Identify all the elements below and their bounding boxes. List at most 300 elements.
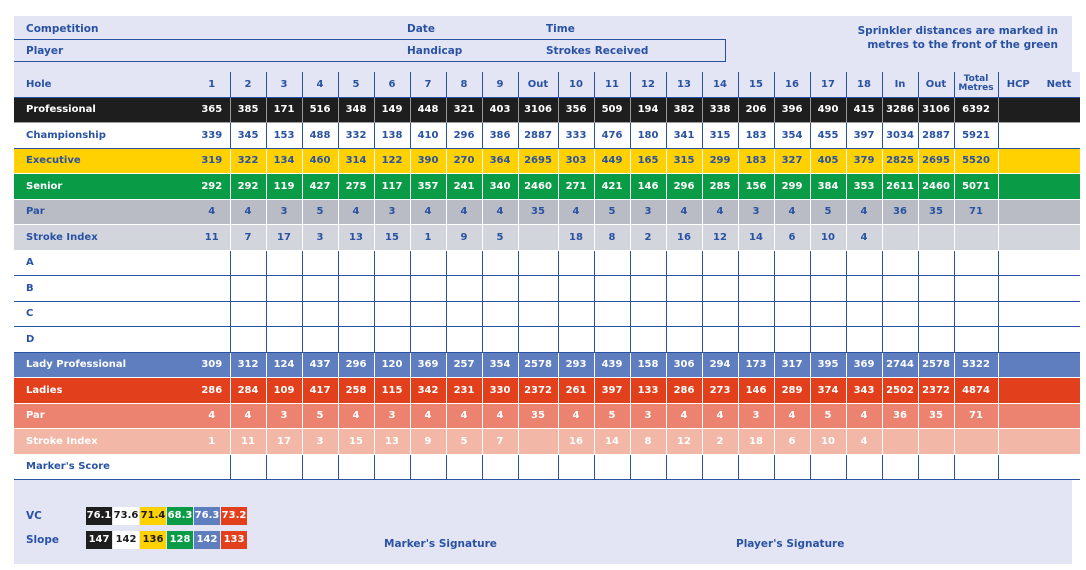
hole-value: 4 <box>230 403 266 429</box>
nett-cell <box>1038 148 1080 174</box>
total-header-line1: Total <box>963 74 989 85</box>
hole-value: 427 <box>302 174 338 200</box>
hole-value: 3 <box>302 429 338 455</box>
hole-number: 5 <box>338 72 374 97</box>
score-cell[interactable] <box>266 454 302 480</box>
hole-value: 271 <box>558 174 594 200</box>
hole-header: Hole <box>14 72 194 97</box>
score-cell[interactable] <box>810 454 846 480</box>
score-cell[interactable] <box>230 327 266 353</box>
score-cell[interactable] <box>446 327 482 353</box>
hole-value: 8 <box>630 429 666 455</box>
score-cell[interactable] <box>738 327 774 353</box>
score-cell[interactable] <box>302 301 338 327</box>
row-label: Stroke Index <box>14 429 194 455</box>
hole-value: 257 <box>446 352 482 378</box>
hole-value: 115 <box>374 378 410 404</box>
hole-value: 374 <box>810 378 846 404</box>
hole-value: 405 <box>810 148 846 174</box>
hole-value: 17 <box>266 429 302 455</box>
nett-cell <box>1038 378 1080 404</box>
score-cell[interactable] <box>230 276 266 302</box>
hcp-cell <box>998 199 1038 225</box>
hcp-cell <box>998 429 1038 455</box>
score-cell[interactable] <box>882 276 918 302</box>
nett-header: Nett <box>1038 72 1080 97</box>
score-cell[interactable] <box>482 327 518 353</box>
hcp-cell <box>998 97 1038 123</box>
out-total <box>518 429 558 455</box>
score-cell[interactable] <box>630 301 666 327</box>
hole-value: 9 <box>410 429 446 455</box>
score-cell[interactable] <box>266 276 302 302</box>
score-cell[interactable] <box>266 250 302 276</box>
nett-cell[interactable] <box>1038 250 1080 276</box>
hole-value: 258 <box>338 378 374 404</box>
nett-cell <box>1038 174 1080 200</box>
score-cell[interactable] <box>446 276 482 302</box>
score-cell[interactable] <box>594 250 630 276</box>
grand-total: 71 <box>954 403 998 429</box>
row-label: C <box>14 301 194 327</box>
hole-value: 117 <box>374 174 410 200</box>
hole-value: 293 <box>558 352 594 378</box>
score-cell[interactable] <box>702 327 738 353</box>
hole-value: 460 <box>302 148 338 174</box>
score-cell[interactable] <box>338 454 374 480</box>
score-cell[interactable] <box>518 454 558 480</box>
score-cell[interactable] <box>518 327 558 353</box>
hole-value: 10 <box>810 429 846 455</box>
hole-value: 289 <box>774 378 810 404</box>
score-cell[interactable] <box>666 327 702 353</box>
in-header: In <box>882 72 918 97</box>
hole-value: 312 <box>230 352 266 378</box>
score-cell[interactable] <box>558 454 594 480</box>
score-cell[interactable] <box>410 301 446 327</box>
row-c <box>14 301 1080 327</box>
score-cell[interactable] <box>410 276 446 302</box>
score-cell[interactable] <box>666 454 702 480</box>
nett-cell[interactable] <box>1038 454 1080 480</box>
score-cell[interactable] <box>482 454 518 480</box>
hcp-header: HCP <box>998 72 1038 97</box>
hole-value: 2 <box>630 225 666 251</box>
score-cell[interactable] <box>918 250 954 276</box>
score-cell[interactable] <box>630 250 666 276</box>
score-cell[interactable] <box>738 454 774 480</box>
hole-value: 403 <box>482 97 518 123</box>
hole-value: 194 <box>630 97 666 123</box>
score-cell[interactable] <box>266 327 302 353</box>
hole-value: 4 <box>846 403 882 429</box>
hole-value: 1 <box>194 429 230 455</box>
hole-value: 292 <box>194 174 230 200</box>
score-cell[interactable] <box>194 301 230 327</box>
score-cell[interactable] <box>194 327 230 353</box>
hole-value: 4 <box>666 199 702 225</box>
hole-number: 8 <box>446 72 482 97</box>
score-cell[interactable] <box>810 301 846 327</box>
hole-value: 354 <box>774 123 810 149</box>
hole-value: 273 <box>702 378 738 404</box>
row-championship <box>14 123 1080 149</box>
score-cell[interactable] <box>594 454 630 480</box>
score-cell[interactable] <box>482 250 518 276</box>
hole-value: 296 <box>446 123 482 149</box>
hole-value: 382 <box>666 97 702 123</box>
hole-value: 285 <box>702 174 738 200</box>
header-rule <box>14 39 726 40</box>
hole-value: 119 <box>266 174 302 200</box>
hole-value: 153 <box>266 123 302 149</box>
time-label: Time <box>546 23 575 35</box>
ratings-and-signatures <box>14 501 1072 564</box>
hcp-cell <box>998 225 1038 251</box>
hole-number: 11 <box>594 72 630 97</box>
row-d <box>14 327 1080 353</box>
row-executive <box>14 148 1080 174</box>
hole-value: 146 <box>630 174 666 200</box>
score-cell[interactable] <box>774 301 810 327</box>
score-cell[interactable] <box>954 250 998 276</box>
nett-cell[interactable] <box>1038 327 1080 353</box>
score-cell[interactable] <box>918 327 954 353</box>
score-cell[interactable] <box>558 327 594 353</box>
hole-value: 342 <box>410 378 446 404</box>
hole-value: 353 <box>846 174 882 200</box>
hole-value: 11 <box>230 429 266 455</box>
score-cell[interactable] <box>266 301 302 327</box>
score-cell[interactable] <box>410 454 446 480</box>
score-cell[interactable] <box>630 454 666 480</box>
score-cell[interactable] <box>594 276 630 302</box>
score-cell[interactable] <box>446 250 482 276</box>
hole-value: 6 <box>774 429 810 455</box>
hole-value: 158 <box>630 352 666 378</box>
hole-value: 183 <box>738 148 774 174</box>
score-cell[interactable] <box>558 276 594 302</box>
hole-value: 4 <box>194 403 230 429</box>
score-cell[interactable] <box>302 250 338 276</box>
hole-value: 356 <box>558 97 594 123</box>
vc-rating-box: 76.3 <box>194 507 220 525</box>
score-cell[interactable] <box>558 301 594 327</box>
nett-cell[interactable] <box>1038 301 1080 327</box>
hole-value: 364 <box>482 148 518 174</box>
hole-value: 5 <box>594 403 630 429</box>
score-cell[interactable] <box>702 250 738 276</box>
score-cell[interactable] <box>302 454 338 480</box>
row-hole <box>14 72 1080 97</box>
score-cell[interactable] <box>482 276 518 302</box>
score-cell[interactable] <box>846 454 882 480</box>
hole-value: 4 <box>558 403 594 429</box>
score-cell[interactable] <box>446 454 482 480</box>
score-cell[interactable] <box>482 301 518 327</box>
grand-total: 5520 <box>954 148 998 174</box>
hcp-cell[interactable] <box>998 250 1038 276</box>
hole-value: 4 <box>446 403 482 429</box>
score-cell[interactable] <box>338 327 374 353</box>
row-par <box>14 199 1080 225</box>
row-label: Stroke Index <box>14 225 194 251</box>
hole-value: 488 <box>302 123 338 149</box>
score-cell[interactable] <box>810 327 846 353</box>
handicap-label: Handicap <box>407 45 463 57</box>
hole-value: 173 <box>738 352 774 378</box>
out-total: 2460 <box>918 174 954 200</box>
row-ladies <box>14 378 1080 404</box>
in-total: 2611 <box>882 174 918 200</box>
hole-value: 369 <box>410 352 446 378</box>
score-cell[interactable] <box>774 454 810 480</box>
hole-value: 448 <box>410 97 446 123</box>
hole-value: 16 <box>666 225 702 251</box>
hole-value: 2 <box>702 429 738 455</box>
nett-cell <box>1038 225 1080 251</box>
out-total: 3106 <box>918 97 954 123</box>
score-cell[interactable] <box>338 250 374 276</box>
score-cell[interactable] <box>882 327 918 353</box>
score-cell[interactable] <box>302 276 338 302</box>
hole-number: 12 <box>630 72 666 97</box>
hole-value: 3 <box>266 199 302 225</box>
grand-total: 5322 <box>954 352 998 378</box>
score-cell[interactable] <box>374 276 410 302</box>
score-cell[interactable] <box>558 250 594 276</box>
score-cell[interactable] <box>918 276 954 302</box>
hole-value: 296 <box>338 352 374 378</box>
score-cell[interactable] <box>954 327 998 353</box>
score-cell[interactable] <box>518 250 558 276</box>
out-total <box>918 429 954 455</box>
strokes-received-label: Strokes Received <box>546 45 649 57</box>
hole-value: 5 <box>482 225 518 251</box>
score-cell[interactable] <box>446 301 482 327</box>
hole-number: 10 <box>558 72 594 97</box>
vc-rating-box: 68.3 <box>167 507 193 525</box>
hole-value: 4 <box>230 199 266 225</box>
score-cell[interactable] <box>410 327 446 353</box>
hole-value: 146 <box>738 378 774 404</box>
hole-value: 270 <box>446 148 482 174</box>
hole-value: 5 <box>302 403 338 429</box>
hole-value: 206 <box>738 97 774 123</box>
out-total: 2695 <box>518 148 558 174</box>
hole-value: 321 <box>446 97 482 123</box>
score-cell[interactable] <box>594 301 630 327</box>
hole-value: 397 <box>846 123 882 149</box>
vc-rating-box: 73.6 <box>113 507 139 525</box>
out-total: 35 <box>518 403 558 429</box>
hole-value: 4 <box>446 199 482 225</box>
score-cell[interactable] <box>702 454 738 480</box>
hole-value: 134 <box>266 148 302 174</box>
in-total: 3034 <box>882 123 918 149</box>
hole-value: 296 <box>666 174 702 200</box>
hole-number: 7 <box>410 72 446 97</box>
in-total: 2825 <box>882 148 918 174</box>
hole-value: 309 <box>194 352 230 378</box>
hole-value: 3 <box>738 199 774 225</box>
score-cell[interactable] <box>810 250 846 276</box>
hole-value: 365 <box>194 97 230 123</box>
score-cell[interactable] <box>374 250 410 276</box>
hole-value: 338 <box>702 97 738 123</box>
row-label: Ladies <box>14 378 194 404</box>
hole-value: 1 <box>410 225 446 251</box>
score-cell[interactable] <box>882 301 918 327</box>
players-signature-label: Player's Signature <box>736 538 845 550</box>
score-cell[interactable] <box>374 454 410 480</box>
hcp-cell[interactable] <box>998 276 1038 302</box>
score-cell[interactable] <box>846 276 882 302</box>
out-total: 2460 <box>518 174 558 200</box>
score-cell[interactable] <box>338 276 374 302</box>
hcp-cell[interactable] <box>998 454 1038 480</box>
nett-cell <box>1038 123 1080 149</box>
score-cell[interactable] <box>410 250 446 276</box>
score-cell[interactable] <box>774 250 810 276</box>
score-cell[interactable] <box>738 301 774 327</box>
hcp-cell <box>998 123 1038 149</box>
hole-value: 319 <box>194 148 230 174</box>
hole-value: 314 <box>338 148 374 174</box>
score-cell[interactable] <box>774 276 810 302</box>
vc-rating-box: 76.1 <box>86 507 112 525</box>
score-cell[interactable] <box>918 454 954 480</box>
hole-value: 120 <box>374 352 410 378</box>
score-cell[interactable] <box>702 301 738 327</box>
score-cell[interactable] <box>738 276 774 302</box>
hole-value: 3 <box>738 403 774 429</box>
score-cell[interactable] <box>882 454 918 480</box>
hcp-cell[interactable] <box>998 327 1038 353</box>
hcp-cell[interactable] <box>998 301 1038 327</box>
hole-value: 275 <box>338 174 374 200</box>
hole-value: 396 <box>774 97 810 123</box>
hole-value: 4 <box>774 199 810 225</box>
in-total <box>882 225 918 251</box>
score-cell[interactable] <box>666 276 702 302</box>
in-total: 36 <box>882 403 918 429</box>
row-b <box>14 276 1080 302</box>
hole-value: 397 <box>594 378 630 404</box>
score-cell[interactable] <box>230 301 266 327</box>
hole-value: 415 <box>846 97 882 123</box>
hole-value: 4 <box>666 403 702 429</box>
hole-value: 3 <box>302 225 338 251</box>
hole-value: 4 <box>410 199 446 225</box>
hole-value: 13 <box>338 225 374 251</box>
score-cell[interactable] <box>954 301 998 327</box>
out-total <box>518 225 558 251</box>
hole-number: 16 <box>774 72 810 97</box>
score-cell[interactable] <box>630 327 666 353</box>
score-cell[interactable] <box>230 250 266 276</box>
hole-value: 9 <box>446 225 482 251</box>
score-cell[interactable] <box>810 276 846 302</box>
slope-label: Slope <box>26 534 60 546</box>
score-cell[interactable] <box>194 250 230 276</box>
hole-value: 156 <box>738 174 774 200</box>
out-header: Out <box>918 72 954 97</box>
hole-value: 3 <box>374 403 410 429</box>
grand-total: 5071 <box>954 174 998 200</box>
out-header: Out <box>518 72 558 97</box>
row-label: Senior <box>14 174 194 200</box>
score-cell[interactable] <box>846 250 882 276</box>
hole-value: 261 <box>558 378 594 404</box>
score-cell[interactable] <box>882 250 918 276</box>
hole-number: 14 <box>702 72 738 97</box>
score-cell[interactable] <box>518 276 558 302</box>
nett-cell <box>1038 352 1080 378</box>
out-total: 2887 <box>518 123 558 149</box>
hole-value: 345 <box>230 123 266 149</box>
score-cell[interactable] <box>738 250 774 276</box>
slope-rating-box: 147 <box>86 531 112 549</box>
score-cell[interactable] <box>774 327 810 353</box>
score-cell[interactable] <box>954 276 998 302</box>
hole-value: 286 <box>666 378 702 404</box>
hole-value: 4 <box>338 403 374 429</box>
hole-value: 3 <box>630 403 666 429</box>
hole-number: 1 <box>194 72 230 97</box>
score-cell[interactable] <box>594 327 630 353</box>
out-total: 2578 <box>918 352 954 378</box>
score-cell[interactable] <box>374 327 410 353</box>
sprinkler-note-line2: metres to the front of the green <box>867 39 1058 51</box>
hole-value: 437 <box>302 352 338 378</box>
score-cell[interactable] <box>302 327 338 353</box>
score-cell[interactable] <box>338 301 374 327</box>
score-cell[interactable] <box>666 250 702 276</box>
nett-cell[interactable] <box>1038 276 1080 302</box>
hole-value: 183 <box>738 123 774 149</box>
score-cell[interactable] <box>194 454 230 480</box>
hcp-cell <box>998 378 1038 404</box>
score-cell[interactable] <box>846 327 882 353</box>
hole-value: 12 <box>666 429 702 455</box>
score-cell[interactable] <box>954 454 998 480</box>
score-cell[interactable] <box>918 301 954 327</box>
score-cell[interactable] <box>230 454 266 480</box>
hole-value: 410 <box>410 123 446 149</box>
score-cell[interactable] <box>194 276 230 302</box>
hole-number: 17 <box>810 72 846 97</box>
hole-value: 327 <box>774 148 810 174</box>
nett-cell <box>1038 403 1080 429</box>
hcp-cell <box>998 352 1038 378</box>
score-cell[interactable] <box>374 301 410 327</box>
hole-value: 4 <box>410 403 446 429</box>
grand-total: 71 <box>954 199 998 225</box>
out-total: 2372 <box>518 378 558 404</box>
score-cell[interactable] <box>630 276 666 302</box>
score-cell[interactable] <box>846 301 882 327</box>
vc-label: VC <box>26 510 42 522</box>
row-label: B <box>14 276 194 302</box>
score-cell[interactable] <box>518 301 558 327</box>
hole-value: 303 <box>558 148 594 174</box>
score-cell[interactable] <box>666 301 702 327</box>
hole-value: 4 <box>702 199 738 225</box>
row-professional <box>14 97 1080 123</box>
score-cell[interactable] <box>702 276 738 302</box>
slope-rating-box: 128 <box>167 531 193 549</box>
